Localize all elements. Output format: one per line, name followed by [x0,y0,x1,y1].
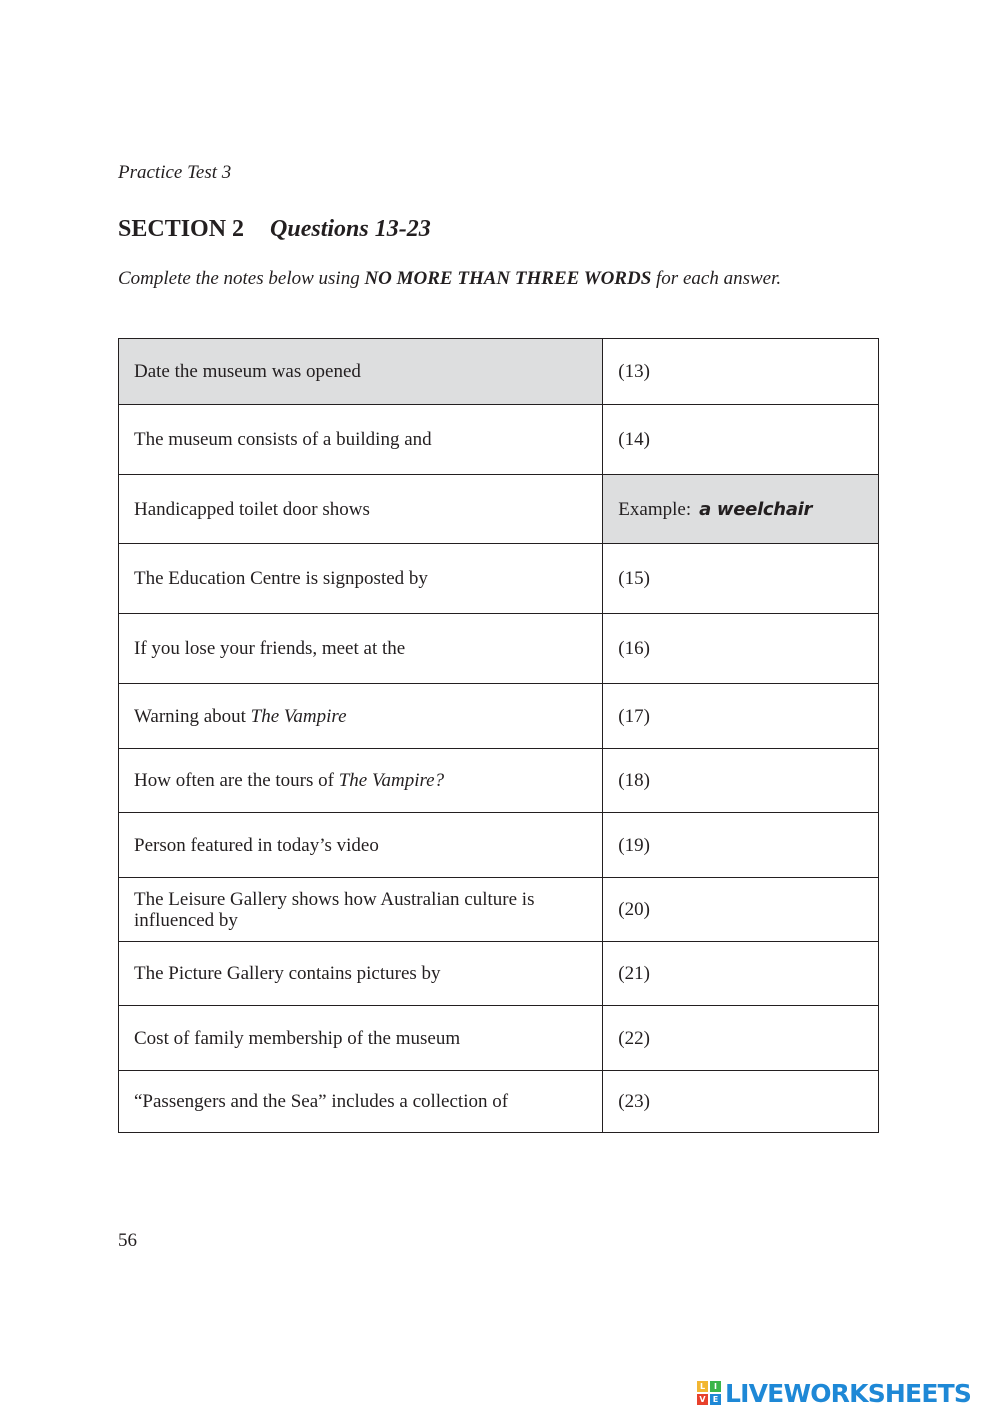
row-prompt-text: Cost of family membership of the museum [134,1027,461,1049]
row-prompt [119,813,603,878]
question-number: (14) [618,429,650,450]
table-row [119,544,879,614]
example-answer-cell [603,475,879,544]
row-prompt [119,878,603,942]
example-answer-text: a weelchair [699,498,813,520]
table-row [119,1006,879,1071]
answer-field[interactable] [603,942,879,1006]
table-row [119,405,879,475]
row-prompt-text: Person featured in today’s video [134,834,379,856]
instructions [118,268,781,290]
table-row [119,1071,879,1133]
row-prompt [119,614,603,684]
row-prompt-text: The Leisure Gallery shows how Australian culture is influenced by [134,888,535,931]
answer-field[interactable] [603,878,879,942]
table-row [119,878,879,942]
table-row [119,684,879,749]
question-number: (23) [618,1091,650,1112]
row-prompt-text: Handicapped toilet door shows [134,498,370,520]
table-row [119,813,879,878]
answer-field[interactable] [603,614,879,684]
table-row [119,614,879,684]
question-number: (15) [618,568,650,589]
brand-text: LIVEWORKSHEETS [725,1378,972,1408]
row-prompt-italic: The Vampire [250,705,347,727]
instructions-before: Complete the notes below using [118,268,365,289]
answer-field[interactable] [603,405,879,475]
row-prompt [119,942,603,1006]
table-row [119,339,879,405]
answer-field[interactable] [603,1006,879,1071]
liveworksheets-logo-icon [697,1381,721,1405]
answer-field[interactable] [603,544,879,614]
row-prompt [119,475,603,544]
question-range: Questions 13-23 [270,216,431,242]
page-number: 56 [118,1230,137,1251]
row-prompt-text: The museum consists of a building and [134,429,432,450]
row-prompt [119,1071,603,1133]
question-number: (16) [618,638,650,659]
question-number: (22) [618,1027,650,1049]
row-prompt [119,339,603,405]
question-number: (13) [618,361,650,382]
question-number: (18) [618,770,650,791]
row-prompt [119,1006,603,1071]
logo-letter: I [710,1381,721,1392]
example-label: Example: [618,498,692,520]
answer-field[interactable] [603,813,879,878]
instructions-emphasis: NO MORE THAN THREE WORDS [364,268,652,289]
row-prompt-text: Warning about [134,705,251,727]
liveworksheets-brand [697,1376,971,1410]
answer-field[interactable] [603,749,879,813]
row-prompt-text: How often are the tours of [134,770,339,791]
table-row [119,749,879,813]
notes-table [118,338,879,1133]
section-heading [118,216,431,243]
instructions-after: for each answer. [651,268,782,289]
row-prompt [119,749,603,813]
table-row [119,475,879,544]
answer-field[interactable] [603,684,879,749]
table-row [119,942,879,1006]
logo-letter: V [697,1394,708,1405]
answer-field[interactable] [603,339,879,405]
section-title: SECTION 2 [118,216,245,242]
row-prompt-text: If you lose your friends, meet at the [134,638,406,659]
logo-letter: L [697,1381,708,1392]
row-prompt [119,684,603,749]
question-number: (20) [618,899,650,920]
row-prompt-text: Date the museum was opened [134,361,361,382]
row-prompt-italic: The Vampire? [338,770,445,791]
row-prompt [119,544,603,614]
row-prompt-text: “Passengers and the Sea” includes a collection of [134,1091,509,1112]
row-prompt [119,405,603,475]
logo-letter: E [710,1394,721,1405]
question-number: (21) [618,963,650,984]
question-number: (19) [618,834,650,856]
answer-field[interactable] [603,1071,879,1133]
row-prompt-text: The Picture Gallery contains pictures by [134,963,441,984]
row-prompt-text: The Education Centre is signposted by [134,568,428,589]
page-header-label: Practice Test 3 [118,162,232,183]
question-number: (17) [618,705,650,727]
